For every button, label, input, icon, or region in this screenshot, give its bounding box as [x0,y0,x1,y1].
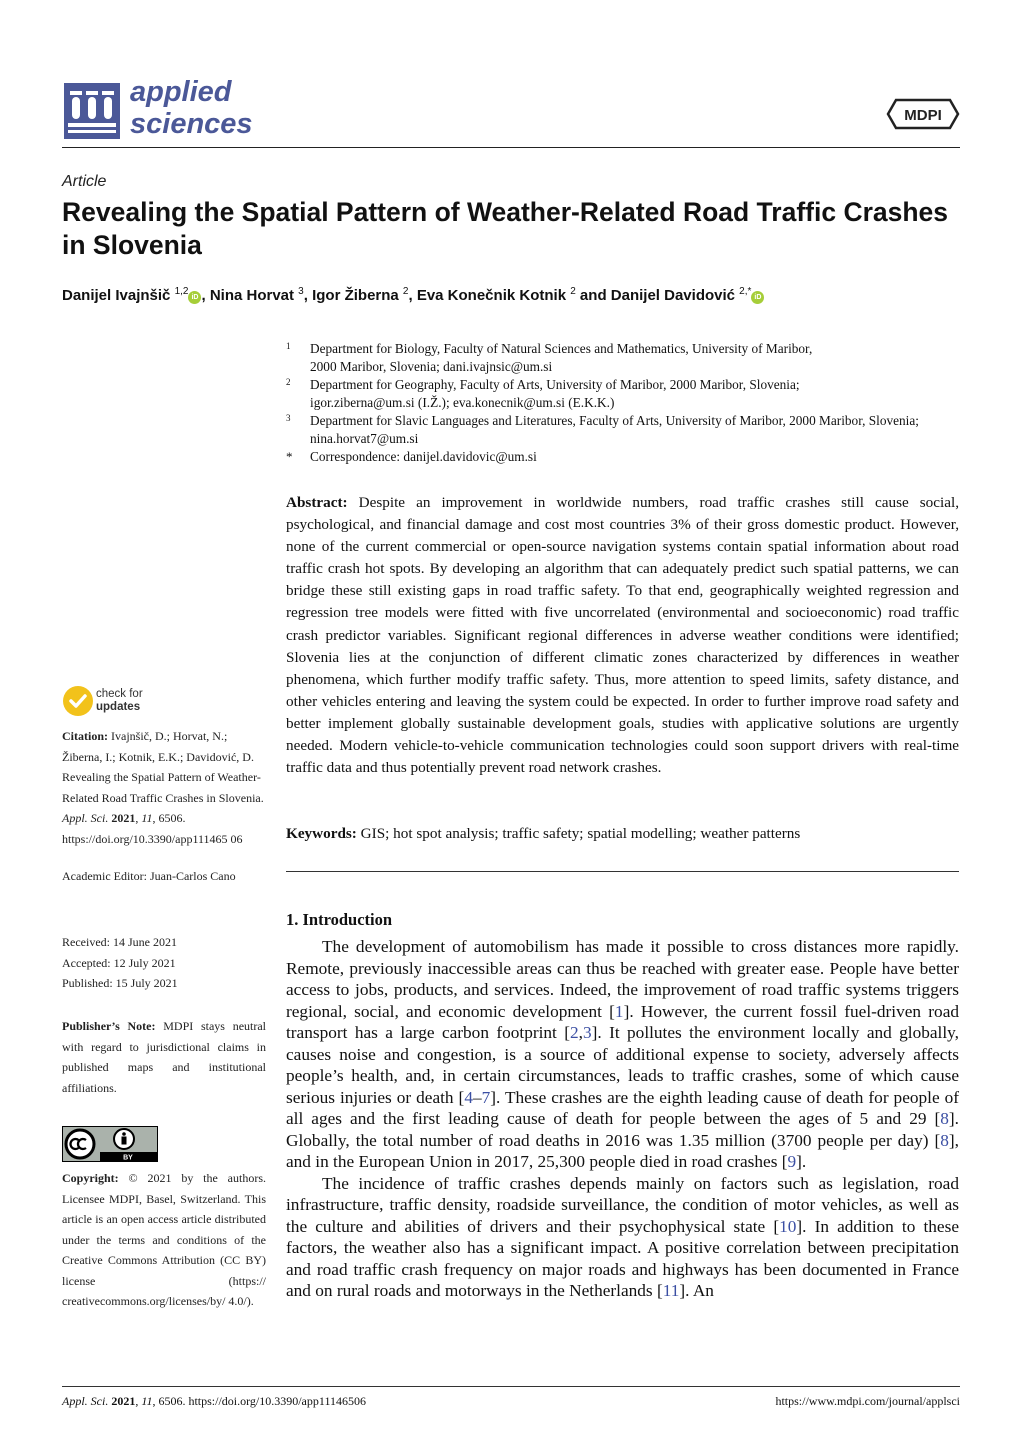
reference-link[interactable]: 9 [787,1152,797,1171]
intro-paragraph-1 [286,936,959,1173]
check-updates-icon [62,685,94,717]
affiliation-line: 2000 Maribor, Slovenia; dani.ivajnsic@um.si [310,359,553,374]
reference-link[interactable]: 10 [779,1216,797,1236]
journal-name [130,76,253,140]
reference-link[interactable]: 2 [570,1023,579,1042]
affiliation-text [310,340,966,376]
copyright-notice [62,1168,266,1312]
author-name: Danijel Ivajnšič [62,287,175,304]
author-affiliation-marker: 1,2 [174,286,189,297]
intro-text-segment: ]. [796,1152,807,1171]
affiliation-item [286,376,966,412]
publisher-note-label: Publisher’s Note: [62,1019,156,1033]
intro-text-segment: The incidence of traffic crashes depends mainly on factors such as legislation, road infrastructure, traffic density, roadside surveillance, the condition of motor vehicles, as well as the culture and abilities of drivers and their psychophysical state [ [286,1173,959,1236]
author-affiliation-marker: 2,* [739,286,752,297]
citation-journal: Appl. Sci. [62,811,109,825]
citation-label: Citation: [62,729,108,743]
reference-link[interactable]: 3 [582,1023,592,1042]
affiliation-line: Correspondence: danijel.davidovic@um.si [310,449,537,464]
journal-logo-icon [64,83,120,139]
reference-link[interactable]: 8 [940,1130,949,1150]
cc-by-license-icon[interactable] [62,1126,158,1162]
affiliation-line: Department for Biology, Faculty of Natural Sciences and Mathematics, University of Maribor, [310,341,813,356]
academic-editor: Academic Editor: Juan-Carlos Cano [62,869,236,883]
author-affiliation-marker: 3 [298,286,304,297]
cc-by-label: BY [123,1154,133,1162]
affiliation-line: Department for Geography, Faculty of Arts, University of Maribor, 2000 Maribor, Slovenia; [310,377,800,392]
orcid-icon[interactable]: iD [751,291,764,304]
intro-text-segment: ], and in the European Union in 2017, 25,300 people died in road crashes [ [286,1130,959,1171]
affiliation-item [286,340,966,376]
copyright-text: © 2021 by the authors. Licensee MDPI, Basel, Switzerland. This article is an open access article distributed under the terms and conditions of the Creative Commons Attribution (CC BY) license (https:// creativecommons.org/licenses/by/ 4.0/). [62,1171,266,1308]
check-for-updates-button[interactable] [62,685,212,719]
footer-citation: Appl. Sci. 2021, 11, 6506. https://doi.org/10.3390/app11146506 [62,1394,366,1408]
intro-text-segment: ]. These crashes are the eighth leading cause of death for people of all ages and the first leading cause of death for people between the ages of 5 and 29 [ [286,1087,959,1128]
author-affiliation-marker: 2 [402,286,409,297]
citation-rest: , 6506. https://doi.org/10.3390/app111465 06 [62,811,243,846]
intro-heading: 1. Introduction [286,910,393,929]
mdpi-logo-text: MDPI [904,107,942,124]
paper-title: Revealing the Spatial Pattern of Weather-Related Road Traffic Crashes in Slovenia [62,197,949,260]
abstract-label: Abstract: [286,494,348,511]
publisher-note-text: MDPI stays neutral with regard to jurisdictional claims in published maps and institutional affiliations. [62,1019,267,1095]
intro-text-segment: ]. It pollutes the environment locally and globally, causes noise and congestion, is a source of additional expense to society, adversely affects people’s health, and, in certain circumstances, leads to traffic crashes, some of which cause serious injuries or death [ [286,1023,960,1107]
affiliation-text [310,448,966,466]
article-type: Article [62,173,107,190]
author-name: Danijel Davidović [610,287,740,304]
author-affiliation-marker: 2 [570,286,576,297]
reference-link[interactable]: 1 [614,1001,624,1021]
affiliation-number: * [286,449,293,464]
intro-text-segment: ]. In addition to these factors, the weather also has a significant impact. A positive correlation between precipitation and road traffic crash frequency on major roads and highways has been documented in France and on rural roads and motorways in the Netherlands [ [286,1216,959,1300]
affiliation-number: 2 [286,377,291,387]
footer-year: 2021 [111,1394,136,1408]
intro-paragraph-2 [286,1173,959,1302]
footer-divider [62,1386,960,1387]
author-separator: , [303,287,313,304]
header-divider [62,147,960,148]
affiliation-line: igor.ziberna@um.si (I.Ž.); eva.konecnik@um.si (E.K.K.) [310,395,615,410]
citation-volume: 11 [141,811,153,825]
section-divider [286,871,959,872]
footer-journal-url[interactable]: https://www.mdpi.com/journal/applsci [775,1394,960,1408]
footer-journal: Appl. Sci. [62,1394,109,1408]
check-updates-line2: updates [96,701,141,713]
journal-name-line1: applied [130,76,232,108]
affiliation-item [286,412,966,448]
keywords [286,823,959,845]
author-name: Eva Konečnik Kotnik [416,287,571,304]
reference-link[interactable]: 7 [481,1087,491,1107]
author-name: Igor Žiberna [312,287,403,304]
publication-dates [62,932,266,994]
reference-link[interactable]: 11 [662,1281,680,1300]
affiliations [286,340,966,466]
abstract [286,492,959,779]
intro-text-segment: The development of automobilism has made it possible to cross distances more rapidly. Remote, previously inaccessible areas can thus be reached with greater ease. People have better access to jobs, products, and services. Indeed, the improvement of road traffic systems triggers regional, social, and economic development [ [286,937,959,1021]
journal-name-line2: sciences [130,108,253,140]
author-separator: , [408,287,417,304]
orcid-icon[interactable]: iD [188,291,201,304]
reference-link[interactable]: 4 [464,1087,473,1107]
published-date: Published: 15 July 2021 [62,976,178,990]
mdpi-logo [886,96,960,132]
author-list [62,286,962,304]
publisher-note [62,1016,266,1098]
accepted-date: Accepted: 12 July 2021 [62,955,176,970]
check-updates-line1: check for [96,688,143,700]
intro-body [286,936,959,1302]
affiliation-text [310,376,966,412]
author-separator: , [201,287,210,304]
intro-text-segment: ]. An [679,1281,714,1300]
intro-text-segment: – [472,1087,482,1107]
citation-block: Citation: Ivajnšič, D.; Horvat, N.; Žiberna, I.; Kotnik, E.K.; Davidović, D. Revealing the Spatial Pattern of Weather-Related Road Traffic Crashes in Slovenia. Appl. Sci. 2021, 11, 6506. https://doi.org/10.3390/app111465 06 [62,729,264,846]
affiliation-number: 1 [286,341,291,351]
affiliation-number: 3 [286,413,291,423]
abstract-text: Despite an improvement in worldwide numbers, road traffic crashes still cause social, psychological, and financial damage and cost most countries 3% of their gross domestic product. However, none of the current commercial or open-source navigation systems contain spatial information about road traffic crash hot spots. By developing an algorithm that can adequately predict such spatial patterns, we can bridge these still existing gaps in road traffic safety. To that end, geographically weighted regression and regression tree models were fitted with five uncorrelated (environmental and socioeconomic) road traffic crash predictor variables. Significant regional differences in adverse weather conditions were identified; Slovenia lies at the conjunction of different climatic zones characterized by differences in weather phenomena, which further modify traffic safety. Thus, more attention to speed limits, safety distance, and other vehicles entering and leaving the system could be expected. In order to further improve road safety and better implement globally sustainable development goals, studies with applicative solutions are urgently needed. Modern vehicle-to-vehicle communication technologies could soon support drivers with real-time traffic data and thus potentially prevent road network crashes. [286,494,959,777]
intro-text-segment: ]. Globally, the total number of road deaths in 2016 was 1.35 million (3700 people per day) [ [286,1109,959,1150]
affiliation-line: nina.horvat7@um.si [310,431,419,446]
keywords-text: GIS; hot spot analysis; traffic safety; spatial modelling; weather patterns [360,825,801,842]
citation-text: Ivajnšič, D.; Horvat, N.; Žiberna, I.; Kotnik, E.K.; Davidović, D. Revealing the Spatial Pattern of Weather-Related Road Traffic Crashes in Slovenia. [62,729,264,805]
copyright-label: Copyright: [62,1171,119,1185]
intro-text-segment: , [578,1023,583,1042]
received-date: Received: 14 June 2021 [62,935,177,949]
author-name: Nina Horvat [209,287,299,304]
intro-text-segment: ]. However, the current fossil fuel-driven road transport has a large carbon footprint [ [286,1001,960,1042]
footer-doi[interactable]: , 6506. https://doi.org/10.3390/app11146506 [152,1394,366,1408]
reference-link[interactable]: 8 [940,1109,949,1128]
author-conjunction: and [575,287,611,304]
footer-volume: 11 [141,1394,153,1408]
affiliation-item [286,448,966,466]
affiliation-line: Department for Slavic Languages and Literatures, Faculty of Arts, University of Maribor, 2000 Maribor, Slovenia; [310,413,919,428]
citation-year: 2021 [111,811,136,825]
affiliation-text [310,412,966,448]
keywords-label: Keywords: [286,825,357,842]
